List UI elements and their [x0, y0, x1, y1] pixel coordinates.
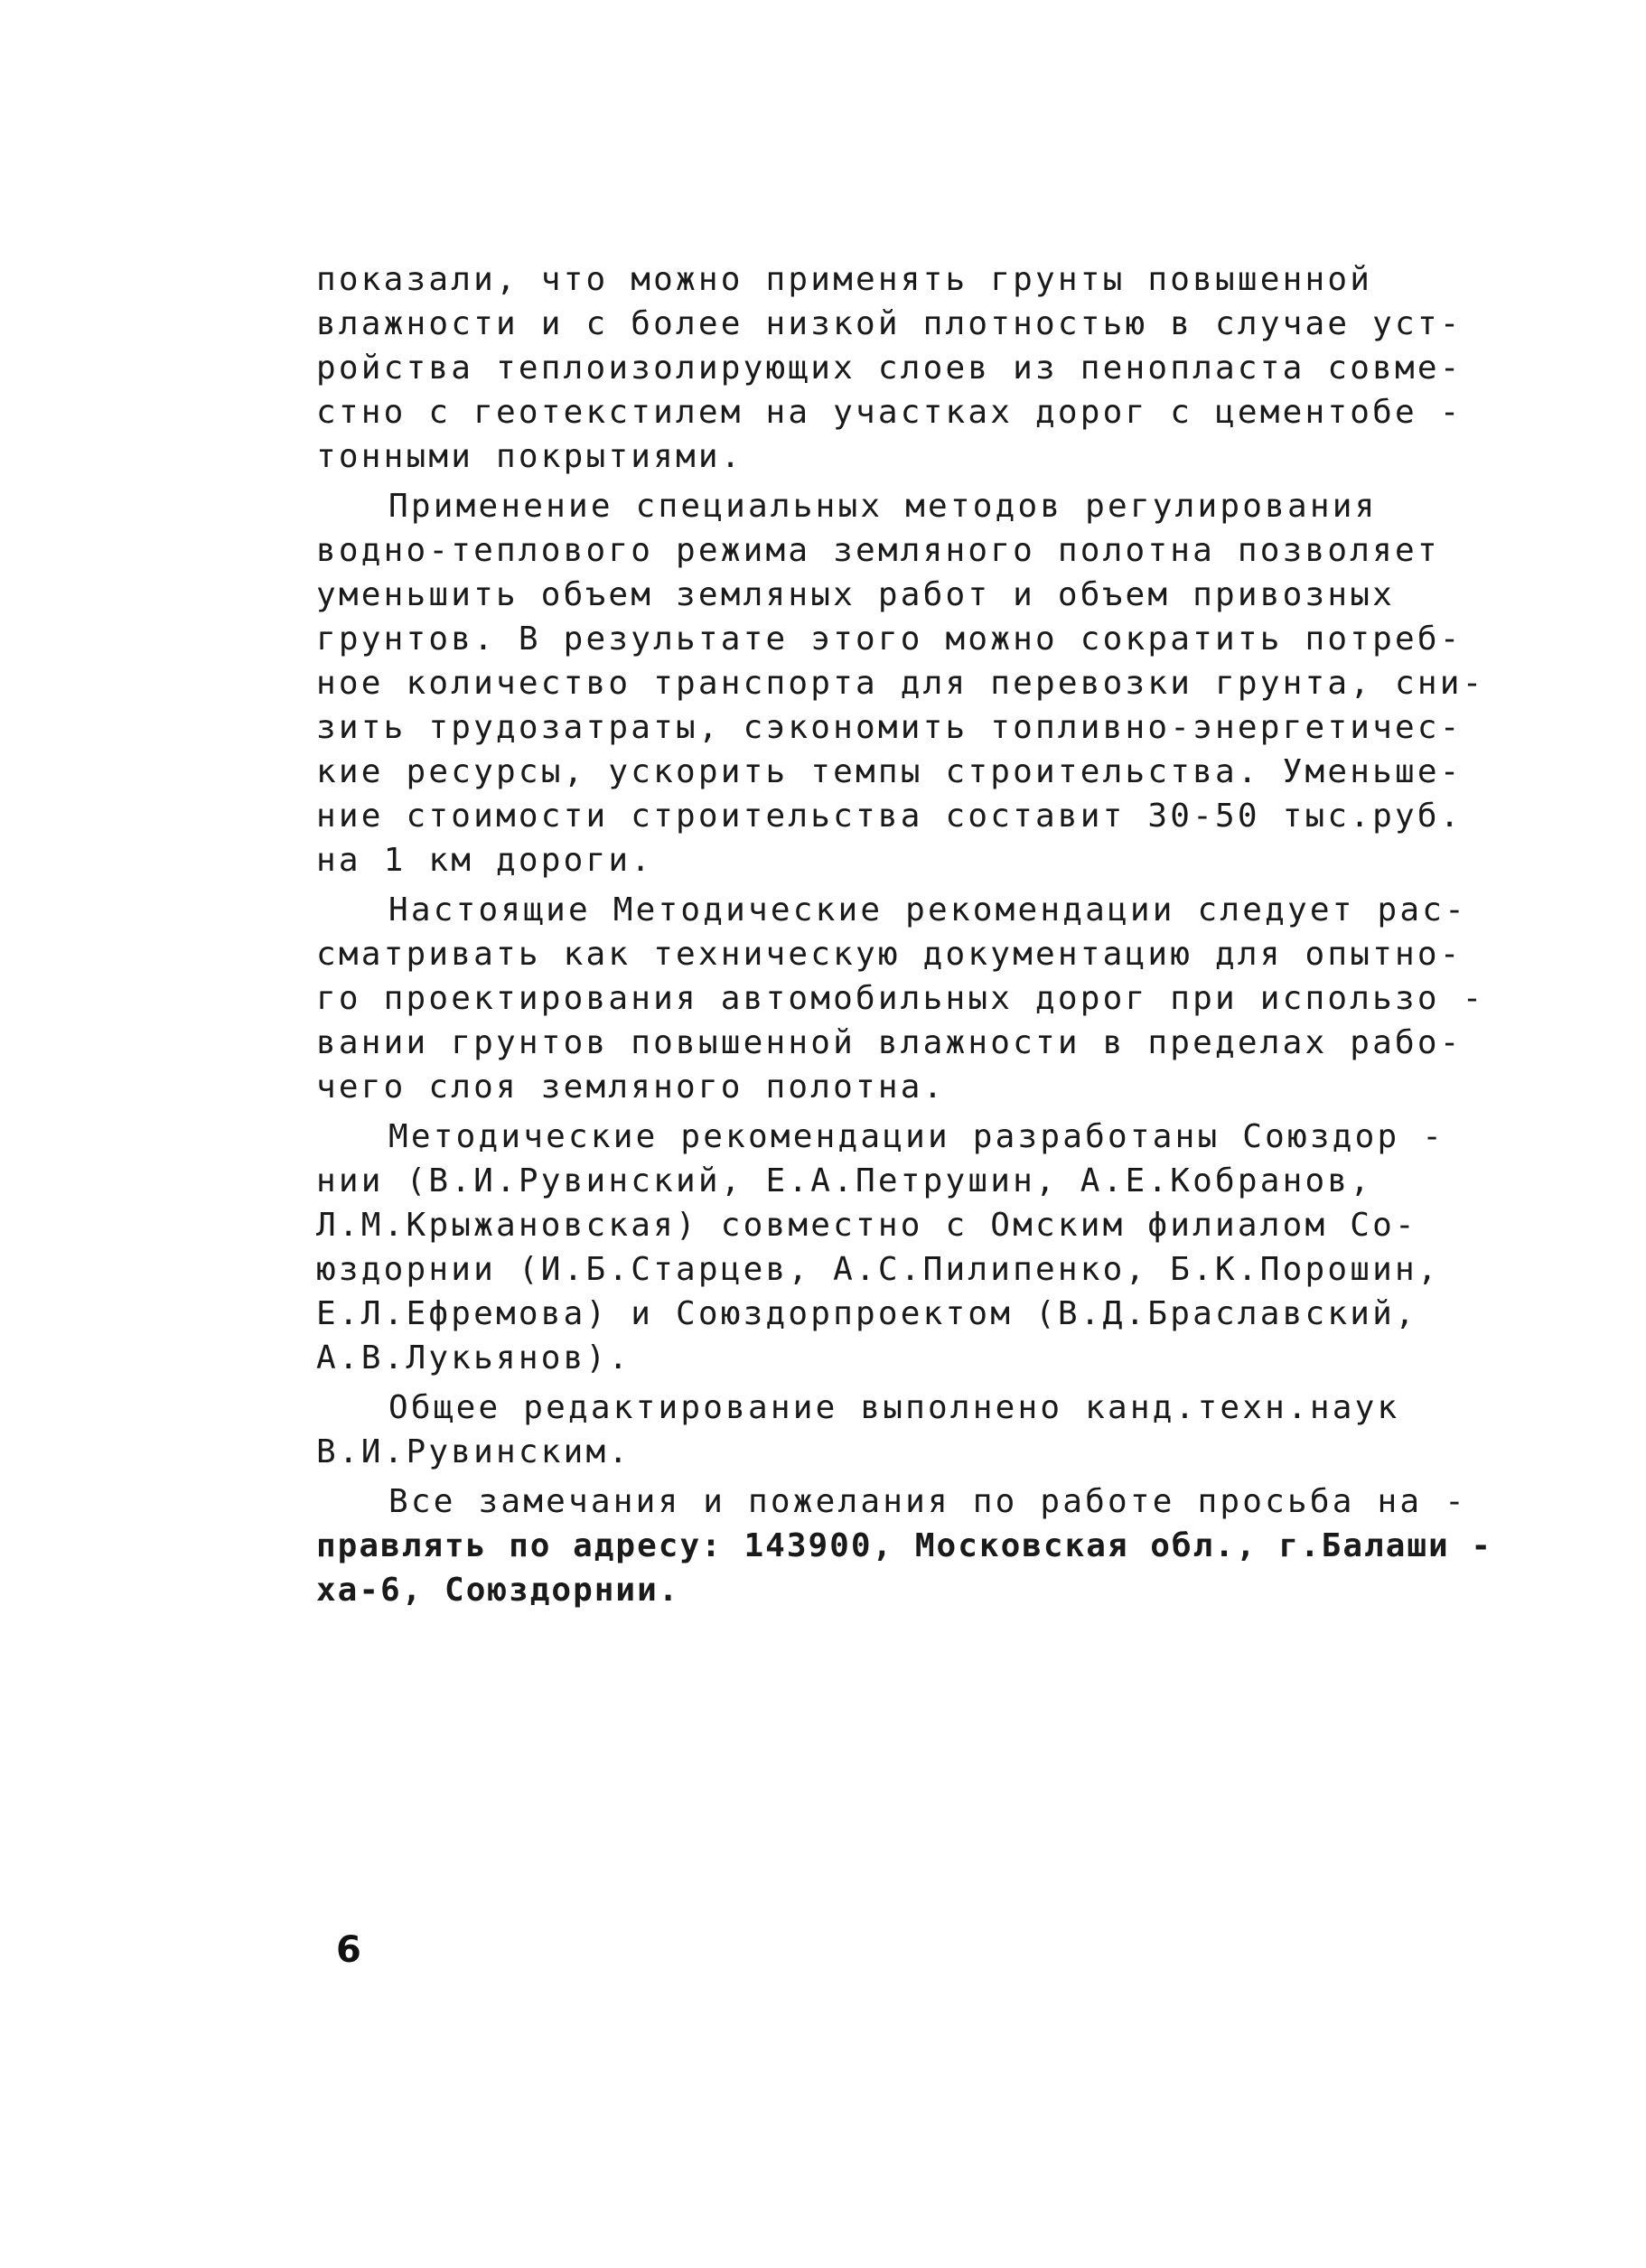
text-line: Е.Л.Ефремова) и Союздорпроектом (В.Д.Браславский, [316, 1295, 1417, 1332]
document-body [316, 257, 1500, 1612]
text-line: чего слоя земляного полотна. [316, 1069, 946, 1106]
text-line: Применение специальных методов регулирования [388, 488, 1378, 525]
text-line: нии (В.И.Рувинский, Е.А.Петрушин, А.Е.Кобранов, [316, 1162, 1373, 1199]
text-line: Все замечания и пожелания по работе просьба на - [388, 1483, 1467, 1520]
paragraph-1 [316, 257, 1500, 479]
text-line: Общее редактирование выполнено канд.техн.наук [388, 1389, 1400, 1426]
text-line: на 1 км дороги. [316, 842, 654, 879]
paragraph-3 [316, 888, 1500, 1109]
text-line: уменьшить объем земляных работ и объем привозных [316, 576, 1395, 613]
text-line: В.И.Рувинским. [316, 1433, 631, 1470]
page-number: 6 [336, 1929, 361, 1971]
text-line: ха-6, Союздорнии. [316, 1572, 680, 1609]
text-line: ние стоимости строительства составит 30-50 тыс.руб. [316, 798, 1463, 835]
text-line: стно с геотекстилем на участках дорог с цементобе - [316, 394, 1463, 431]
text-line: го проектирования автомобильных дорог при использо - [316, 980, 1485, 1017]
text-line: водно-теплового режима земляного полотна позволяет [316, 532, 1440, 569]
text-line: вании грунтов повышенной влажности в пределах рабо- [316, 1024, 1463, 1061]
paragraph-2 [316, 484, 1500, 882]
paragraph-5 [316, 1386, 1500, 1474]
text-line: показали, что можно применять грунты повышенной [316, 261, 1373, 298]
text-line: правлять по адресу: 143900, Московская обл., г.Балаши - [316, 1527, 1493, 1564]
text-line: Л.М.Крыжановская) совместно с Омским филиалом Со- [316, 1207, 1417, 1244]
text-line: ное количество транспорта для перевозки грунта, сни- [316, 665, 1485, 702]
paragraph-6 [316, 1479, 1500, 1612]
text-line: А.В.Лукьянов). [316, 1339, 631, 1377]
text-line: тонными покрытиями. [316, 438, 744, 475]
text-line: грунтов. В результате этого можно сократить потреб- [316, 621, 1463, 658]
text-line: Методические рекомендации разработаны Союздор - [388, 1118, 1445, 1155]
text-line: зить трудозатраты, сэкономить топливно-энергетичес- [316, 709, 1463, 746]
paragraph-4 [316, 1115, 1500, 1380]
text-line: Настоящие Методические рекомендации следует рас- [388, 891, 1467, 929]
text-line: ройства теплоизолирующих слоев из пенопласта совме- [316, 350, 1463, 387]
text-line: влажности и с более низкой плотностью в случае уст- [316, 305, 1463, 342]
text-line: кие ресурсы, ускорить темпы строительства. Уменьше- [316, 753, 1463, 790]
text-line: юздорнии (И.Б.Старцев, А.С.Пилипенко, Б.К.Порошин, [316, 1251, 1440, 1288]
text-line: сматривать как техническую документацию для опытно- [316, 936, 1463, 973]
